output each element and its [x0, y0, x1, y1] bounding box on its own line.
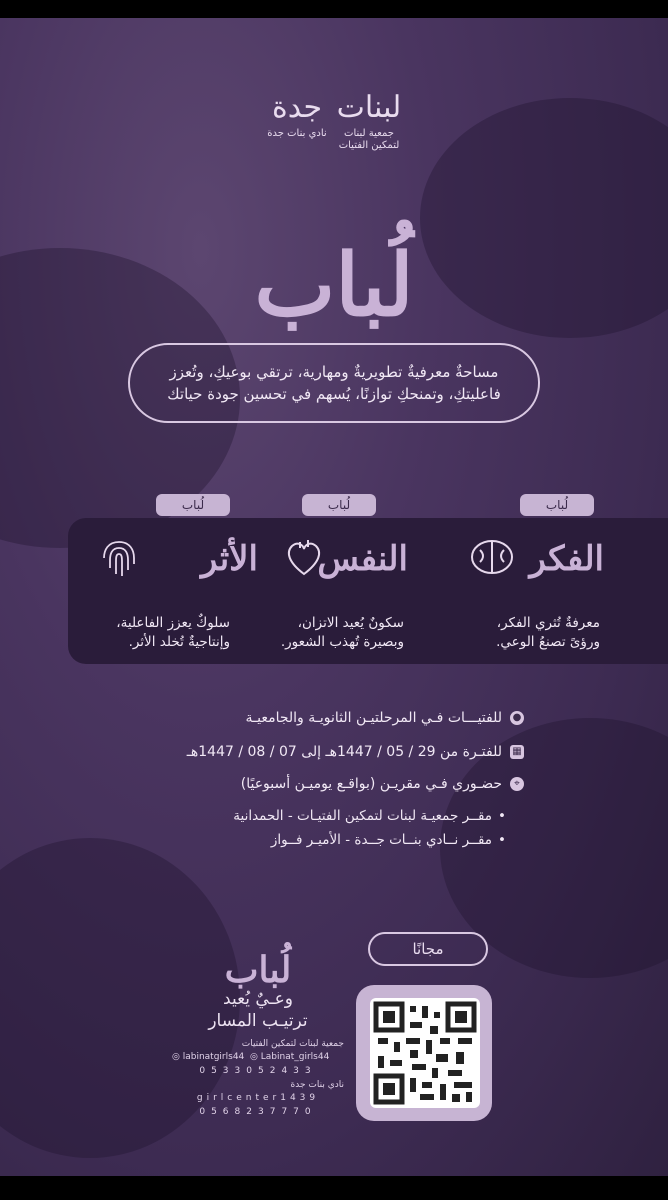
pillar-name: الفكر: [529, 539, 604, 579]
location-item-2: • مقــر نــادي بنــات جــدة - الأميـر فــواز: [150, 830, 506, 850]
period-text: للفتـرة من 29 / 05 / 1447هـ إلى 07 / 08 / 1447هـ: [186, 744, 502, 760]
audience-row: [150, 708, 524, 728]
user-icon: ●: [510, 711, 524, 725]
pillar-tag: لُباب: [302, 494, 376, 516]
pillar-desc: [234, 614, 404, 652]
slogan-line-1: وعـيٌ يُعيد: [223, 989, 293, 1009]
pillar-desc-line-2: وإنتاجيةٌ تُخلد الأثر.: [128, 634, 230, 650]
association-logo-caption-1: جمعية لبنات: [344, 128, 394, 139]
footer-title: لُباب: [224, 949, 292, 991]
brain-icon: [468, 536, 516, 588]
club-label: نادي بنات جدة: [290, 1080, 344, 1090]
association-logo-mark: لبنات: [336, 90, 402, 125]
attendance-row: [150, 774, 524, 794]
fingerprint-icon: [98, 536, 140, 590]
club-logo-mark: جدة: [271, 90, 322, 125]
slogan: [186, 988, 330, 1032]
association-logo-caption-2: لتمكين الفتيات: [338, 140, 400, 151]
pillar-desc-line-1: معرفةٌ تُثري الفكر،: [496, 615, 600, 631]
handle-3[interactable]: girlcenter1439: [196, 1093, 320, 1103]
audience-text: للفتيـــات فـي المرحلتيـن الثانويـة والجامعيـة: [245, 710, 502, 726]
pillar-tag: لُباب: [520, 494, 594, 516]
qr-code[interactable]: [370, 998, 480, 1108]
pillar-desc-line-2: ورؤىً تصنعُ الوعي.: [496, 634, 600, 650]
location-item-1: • مقــر جمعيـة لبنات لتمكين الفتيـات - الحمدانية: [150, 806, 506, 826]
slogan-line-2: ترتيـب المسار: [208, 1011, 308, 1031]
association-label: جمعية لبنات لتمكين الفتيات: [241, 1039, 344, 1049]
pillar-desc-line-2: وبصيرة تُهذب الشعور.: [280, 634, 404, 650]
tagline-box: [128, 343, 540, 423]
location-pin-icon: ⌖: [510, 777, 524, 791]
free-badge: مجانًا: [368, 932, 488, 966]
instagram-icon: ◎: [172, 1052, 180, 1062]
handle-1[interactable]: labinatgirls44: [182, 1052, 245, 1062]
twitter-icon: ◎: [250, 1052, 258, 1062]
pillar-name: النفس: [317, 539, 408, 579]
association-logo: [324, 88, 414, 152]
period-row: [150, 742, 524, 762]
pillar-desc-line-1: سلوكٌ يعزز الفاعلية،: [116, 615, 230, 631]
pillar-name: الأثر: [200, 539, 258, 579]
club-logo-caption: نادي بنات جدة: [267, 128, 327, 139]
pillar-tag: لُباب: [156, 494, 230, 516]
social-handles-row: [172, 1051, 344, 1063]
attendance-text: حضـوري فـي مقريـن (بواقـع يوميـن أسبوعيًا): [240, 776, 502, 792]
pillar-desc: [430, 614, 600, 652]
phone-1[interactable]: 0533052433: [199, 1066, 317, 1076]
phone-2[interactable]: 0568237770: [199, 1107, 317, 1117]
pillar-desc-line-1: سكونٌ يُعيد الاتزان،: [297, 615, 404, 631]
pillar-desc: [60, 614, 230, 652]
calendar-icon: ▦: [510, 745, 524, 759]
tagline-line-1: مساحةٌ معرفيةٌ تطويريةٌ ومهارية، ترتقي بوعيكِ، وتُعزز: [169, 363, 499, 381]
heart-icon: [282, 536, 326, 590]
poster: [0, 18, 668, 1176]
main-title: لُباب: [254, 235, 414, 336]
logos: [0, 88, 668, 178]
tagline-line-2: فاعليتكِ، وتمنحكِ توازنًا، يُسهم في تحسين جودة حياتك: [167, 385, 501, 403]
handle-2[interactable]: Labinat_girls44: [260, 1052, 330, 1062]
